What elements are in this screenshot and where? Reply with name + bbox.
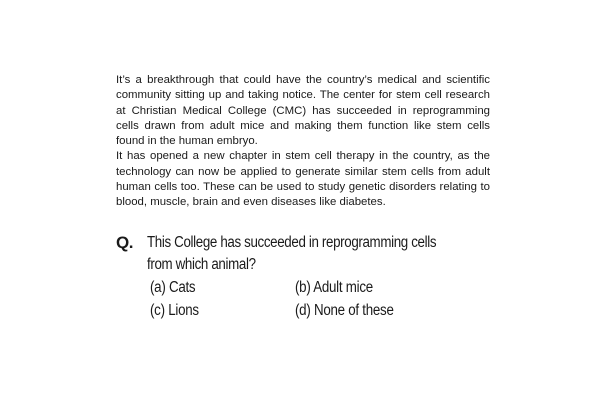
option-d: (d) None of these [295, 302, 394, 319]
reading-passage [116, 73, 490, 211]
passage-paragraph-2: It has opened a new chapter in stem cell therapy in the country, as the technology can now be applied to generate similar stem cells from adult human cells too. These can be used to study genetic disorders relating to blood, muscle, brain and even diseases like diabetes. [116, 150, 490, 209]
option-c: (c) Lions [150, 302, 199, 319]
question-text: This College has succeeded in reprogramming cells from which animal? [147, 234, 437, 273]
answer-options [150, 276, 470, 322]
option-b: (b) Adult mice [295, 279, 373, 296]
question-block [116, 232, 496, 276]
option-a: (a) Cats [150, 279, 196, 296]
passage-paragraph-1: It’s a breakthrough that could have the country’s medical and scientific community sitting up and taking notice. The center for stem cell research at Christian Medical College (CMC) has succeeded in reprogramming cells drawn from adult mice and making them function like stem cells found in the human embryo. [116, 74, 490, 148]
question-label: Q. [116, 233, 133, 252]
